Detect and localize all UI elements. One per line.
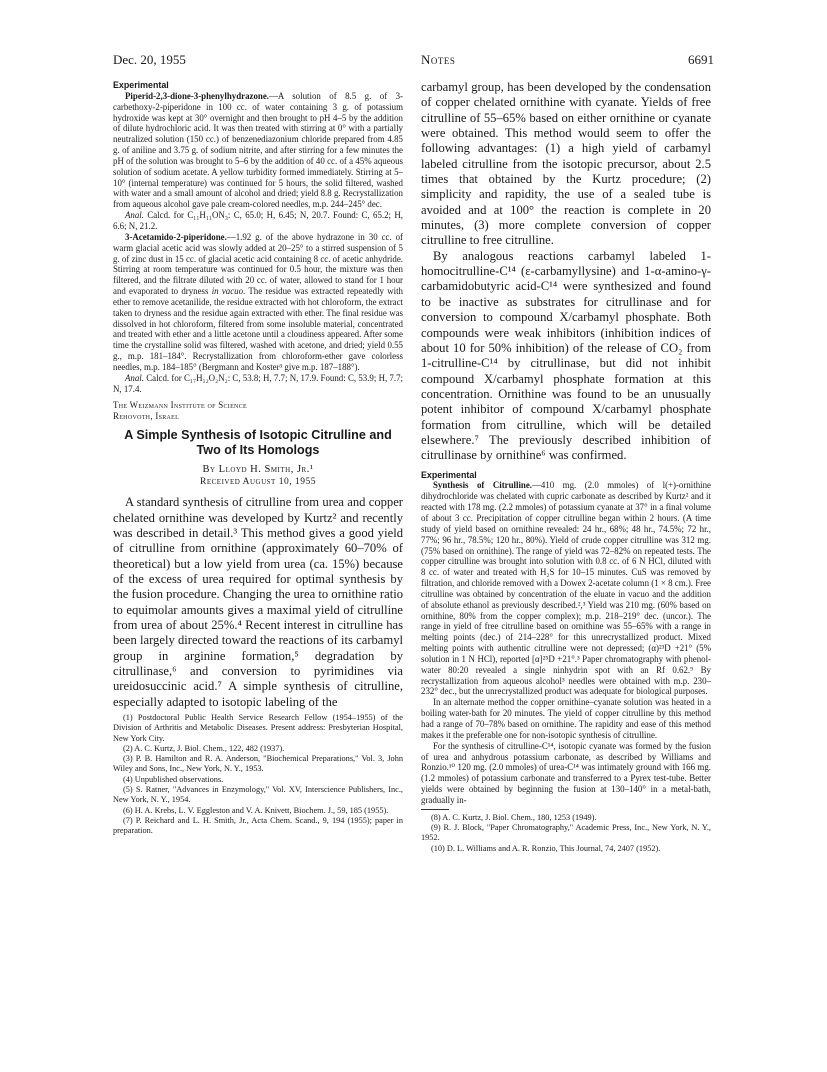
footnote: (3) P. B. Hamilton and R. A. Anderson, "Biochemical Preparations," Vol. 3, John Wiley and Sons, Inc., New York, N. Y., 1953.: [113, 754, 403, 774]
footnote: (9) R. J. Block, "Paper Chromatography," Academic Press, Inc., New York, N. Y., 1952.: [421, 823, 711, 843]
discussion-paragraph-1: carbamyl group, has been developed by the condensation of copper chelated ornithine with cyanate. Yields of free citrulline of 55–65% based on either ornithine or cyanate were obtained. This method would seem to offer the following advantages: (1) a high yield of carbamyl labeled citrulline from the isotopic precursor, about 2.5 times that obtained by the Kurtz procedure; (2) simplicity and rapidity, the use of a sealed tube is avoided and at 100° the reaction is complete in 20 minutes, (3) more complete conversion of copper citrulline to free citrulline.: [421, 80, 711, 248]
paragraph-isotopic-synthesis: For the synthesis of citrulline-C¹⁴, isotopic cyanate was formed by the fusion of urea and anhydrous potassium carbonate, as described by Williams and Ronzio.¹⁰ 120 mg. (2.0 mmoles) of urea-C¹⁴ was intimately ground with 166 mg. (1.2 mmoles) of potassium carbonate and transferred to a Pyrex test-tube. Better yields were obtained by beginning the fusion at 130–140° in a metal-bath, gradually in-: [421, 740, 711, 805]
compound-title: Piperid-2,3-dione-3-phenylhydrazone.: [125, 90, 269, 101]
paragraph-text: —410 mg. (2.0 mmoles) of l(+)-ornithine dihydrochloride was chelated with cupric carbonate as described by Kurtz² and it reacted with 178 mg. (2.2 mmoles) of potassium cyanate at 37° in a final volume of about 3 cc. Precipitation of copper citrulline began within 2 hours. (A time study of yield based on ornithine revealed: 24 hr., 68%; 48 hr., 74.5%; 72 hr., 77%; 96 hr., 78.5%; 120 hr., 80%). Yield of crude copper citrulline was 312 mg. (75% based on ornithine). The range of yield was 72–82% on repeated tests. The copper citrulline was brought into solution with 0.8 cc. of 6 N HCl, diluted with 8 cc. of water and treated with H₂S for 10–15 minutes. CuS was removed by filtration, and chloride removed with a Dowex 2-acetate column (1 × 8 cm.). Free citrulline was obtained by concentration of the eluate in vacuo and the addition of absolute ethanol as previously described.²,³ Yield was 210 mg. (60% based on ornithine, 80% from the copper complex); m.p. 218–219° dec. (uncor.). The range in yield of free citrulline based on ornithine was 55–65% with a range in melting points (dec.) of 214–228° for this unrecrystallized product. Mixed melting points with authentic citrulline were not depressed; (α)²³D +21° (5% solution in 1 N HCl), reported [α]²⁵D +21°.³ Paper chromatography with phenol-water 80:20 revealed a single ninhydrin spot with an Rf 0.62.⁹ By recrystallization from aqueous alcohol³ needles were obtained with m.p. 230–232° dec., but the unrecrystallized product was adequate for biological purposes.: [421, 480, 711, 697]
paragraph-acetamido-piperidone: [113, 232, 403, 373]
footnote: (6) H. A. Krebs, L. V. Eggleston and V. A. Knivett, Biochem. J., 59, 185 (1955).: [123, 805, 389, 815]
footnotes-left: [113, 713, 403, 837]
header-section: Notes: [421, 52, 456, 67]
discussion: [421, 80, 711, 464]
paragraph-synthesis: [421, 480, 711, 697]
paragraph-text: . The residue was extracted repeatedly with ether to remove acetanilide, the residue extracted with hot chloroform, the extract taken to dryness and the residue again extracted with ether. The final residue was dissolved in hot chloroform, filtered from some insoluble material, concentrated and treated with ether and a little acetone until a cloudiness appeared. After some time the crystalline solid was filtered, washed with acetone, and dried; yield 0.55 g., m.p. 181–184°. Recrystallization from chloroform-ether gave colorless needles, m.p. 184–185° (Bergmann and Koster³ give m.p. 187–188°).: [113, 286, 403, 372]
footnote: (10) D. L. Williams and A. R. Ronzio, This Journal, 74, 2407 (1952).: [431, 843, 661, 853]
footnote: (5) S. Ratner, "Advances in Enzymology," Vol. XV, Interscience Publishers, Inc., New York, N. Y., 1954.: [113, 785, 403, 805]
footnote: (4) Unpublished observations.: [123, 774, 224, 784]
section-title: Synthesis of Citrulline.: [433, 480, 533, 491]
institution-name: The Weizmann Institute of Science: [113, 400, 247, 411]
article-title: A Simple Synthesis of Isotopic Citrulline and Two of Its Homologs: [124, 428, 392, 458]
experimental-heading: Experimental: [113, 80, 169, 90]
italic-term: in vacuo: [211, 286, 244, 297]
experimental-section-right: [421, 470, 711, 806]
left-column: [113, 80, 403, 837]
analysis-1: [113, 210, 403, 232]
anal-label: Anal.: [125, 210, 144, 221]
right-column: [421, 80, 711, 854]
paragraph-text: —A solution of 8.5 g. of 3-carbethoxy-2-piperidone in 100 cc. of water containing 3 g. of potassium hydroxide was kept at 30° overnight and then brought to pH 4–5 by the addition of dilute hydrochloric acid. It was then treated with stirring at 0° with a partially neutralized solution (150 cc.) of benzenediazonium chloride prepared from 4.85 g. of aniline and 3.75 g. of sodium nitrite, and after stirring for a few minutes the pH of the solution was brought to 5–6 by the addition of 40 cc. of a 45% aqueous solution of sodium acetate. A yellow turbidity formed immediately. Stirring at 5–10° (internal temperature) was continued for 5 hours, the solid filtered, washed with water and a small amount of alcohol and dried; yield 8.8 g. Recrystallization from aqueous alcohol gave pale cream-colored needles, m.p. 244–245° dec.: [113, 90, 403, 210]
experimental-heading: Experimental: [421, 469, 477, 480]
footnote: (2) A. C. Kurtz, J. Biol. Chem., 122, 482 (1937).: [123, 743, 285, 753]
anal-text: Calcd. for C₁₁H₁₁ON₃: C, 65.0; H, 6.45; N, 20.7. Found: C, 65.2; H, 6.6; N, 21.2.: [113, 210, 403, 231]
received-date: Received August 10, 1955: [200, 477, 316, 488]
footnote: (7) P. Reichard and L. H. Smith, Jr., Acta Chem. Scand., 9, 194 (1955); paper in preparation.: [113, 815, 403, 836]
footnote-rule: [421, 809, 449, 810]
experimental-section-left: [113, 80, 403, 422]
footnote: (8) A. C. Kurtz, J. Biol. Chem., 180, 1253 (1949).: [431, 812, 597, 822]
header-page-number: 6691: [688, 52, 714, 67]
analysis-2: [113, 373, 403, 395]
paragraph-text: —1.92 g. of the above hydrazone in 30 cc. of warm glacial acetic acid was slowly added at 20–25° to a stirred suspension of 5 g. of zinc dust in 15 cc. of glacial acetic acid containing 8 cc. of acetic anhydride. Stirring at room temperature was continued for 0.5 hour, the mixture was then filtered, and the filtrate diluted with 20 cc. of water, allowed to stand for 1 hour and evaporated to dryness: [113, 231, 403, 297]
introduction: [113, 495, 403, 710]
footnote: (1) Postdoctoral Public Health Service Research Fellow (1954–1955) of the Division of Arthritis and Metabolic Diseases. Present address: Presbyterian Hospital, New York City.: [113, 712, 403, 743]
footnotes-right: [421, 813, 711, 854]
anal-label: Anal.: [125, 372, 144, 383]
paragraph-alternate-method: In an alternate method the copper ornithine–cyanate solution was heated in a boiling water-bath for 20 minutes. The yield of copper citrulline by this method had a range of 70–78% based on ornithine. The rapidity and ease of this method makes it the preferable one for non-isotopic synthesis of citrulline.: [421, 697, 711, 740]
header-date: Dec. 20, 1955: [113, 52, 186, 67]
paragraph-piperid-dione: [113, 91, 403, 210]
compound-title: 3-Acetamido-2-piperidone.: [125, 231, 227, 242]
discussion-paragraph-2: By analogous reactions carbamyl labeled 1-homocitrulline-C¹⁴ (ε-carbamyllysine) and 1-α-amino-γ-carbamidobutyric acid-C¹⁴ were synthesized and found to be inactive as substrates for citrullinase and for conversion to compound X/carbamyl phosphate. Both compounds were weak inhibitors (inhibition indices of about 10 for 50% inhibition) of the release of CO₂ from 1-citrulline-C¹⁴ by citrullinase, but did not inhibit compound X/carbamyl phosphate formation at this concentration. Ornithine was found to be an unusually potent inhibitor of compound X/carbamyl phosphate formation from citrulline, which will be detailed elsewhere.⁷ The previously described inhibition of citrullinase by ornithine⁶ was confirmed.: [421, 248, 711, 463]
institution-location: Rehovoth, Israel: [113, 411, 180, 422]
author-byline: By Lloyd H. Smith, Jr.¹: [202, 464, 314, 476]
intro-paragraph: A standard synthesis of citrulline from urea and copper chelated ornithine was developed by Kurtz² and recently was described in detail.³ This method gives a good yield of citrulline from ornithine (approximately 60–70% of theoretical) but a low yield from urea (ca. 15%) because of the excess of urea required for optimal synthesis by the fusion procedure. Changing the urea to ornithine ratio to equimolar amounts gives a maximal yield of citrulline from urea of about 25%.⁴ Recent interest in citrulline has been largely directed toward the reactions of its carbamyl group in arginine formation,⁵ degradation by citrullinase,⁶ and conversion to pyrimidines via ureidosuccinic acid.⁷ A simple synthesis of citrulline, especially adapted to isotopic labeling of the: [113, 495, 403, 709]
anal-text: Calcd. for C₁₇H₁₂O₂N₂: C, 53.8; H, 7.7; N, 17.9. Found: C, 53.9; H, 7.7; N, 17.4.: [113, 372, 403, 394]
